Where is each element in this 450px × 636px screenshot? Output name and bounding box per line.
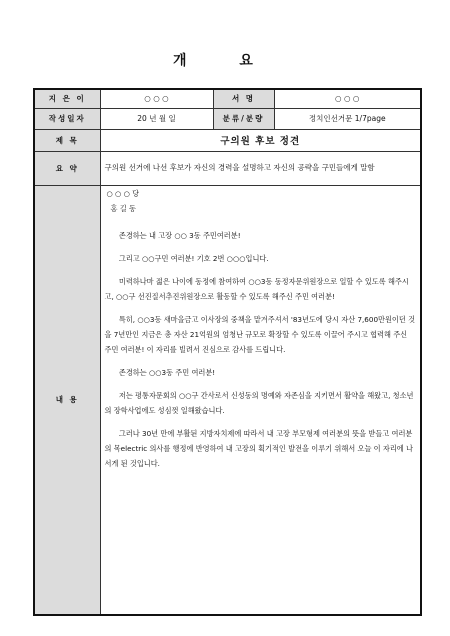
paragraph: 그리고 ○○구민 여러분! 기호 2번 ○○○입니다. bbox=[118, 253, 269, 263]
content-body bbox=[100, 185, 421, 615]
paragraph: 그러나 30년 만에 부활된 지방자치제에 따라서 내 고장 부모형제 여러분의 뜻을 받들고 여러분의 목electric 의사를 행정에 반영하여 내 고장의 획기적인 발전을 이루기 위해서 오늘 이 자리에 나서게 된 것입니다. bbox=[104, 428, 413, 468]
category-value: 정치인선거문 1/7page bbox=[274, 108, 421, 129]
page-title: 개 요 bbox=[173, 53, 277, 69]
content-label: 내 용 bbox=[34, 185, 100, 615]
date-value: 20 년 월 일 bbox=[100, 108, 213, 129]
author-value: ○ ○ ○ bbox=[100, 89, 213, 108]
overview-table bbox=[33, 88, 422, 616]
paragraph: 미력하나마 젊은 나이에 동정에 참여하여 ○○3동 동정자문위원장으로 일할 수 있도록 해주시고, ○○구 선진질서추진위원장으로 활동할 수 있도록 해주신 주민 여러분! bbox=[104, 276, 409, 301]
summary-label: 요 약 bbox=[34, 151, 100, 185]
subject-value: 구의원 후보 정견 bbox=[100, 129, 421, 151]
author-label: 지 은 이 bbox=[34, 89, 100, 108]
paragraph: 존경하는 ○○3동 주민 여러분! bbox=[118, 367, 216, 377]
salutation-name: 홍 길 동 bbox=[110, 203, 136, 213]
signature-label: 서 명 bbox=[213, 89, 274, 108]
paragraph: 저는 평통자문회의 ○○구 간사로서 신성동의 명예와 자존심을 지키면서 활약을 해왔고, 청소년의 장학사업에도 성심껏 일해왔습니다. bbox=[104, 390, 414, 415]
paragraph: 존경하는 내 고장 ○○ 3동 주민여러분! bbox=[118, 230, 241, 240]
subject-label: 제 목 bbox=[34, 129, 100, 151]
summary-value: 구의원 선거에 나선 후보가 자신의 경력을 설명하고 자신의 공략을 구민들에게 말함 bbox=[100, 151, 421, 185]
category-label: 분류/분량 bbox=[213, 108, 274, 129]
signature-value: ○ ○ ○ bbox=[274, 89, 421, 108]
salutation-party: ○ ○ ○ 당 bbox=[106, 188, 140, 198]
date-label: 작성일자 bbox=[34, 108, 100, 129]
paragraph: 특히, ○○3동 새마을금고 이사장의 중책을 맡겨주셔서 '83년도에 당시 자산 7,600만원이던 것을 7년만인 지금은 총 자산 21억원의 엄청난 규모로 확장할 수 있도록 이끌어 주시고 협력해 주신 주민 여러분! 이 자리를 빌려서 진심으로 감사를 드립니다. bbox=[104, 314, 416, 354]
